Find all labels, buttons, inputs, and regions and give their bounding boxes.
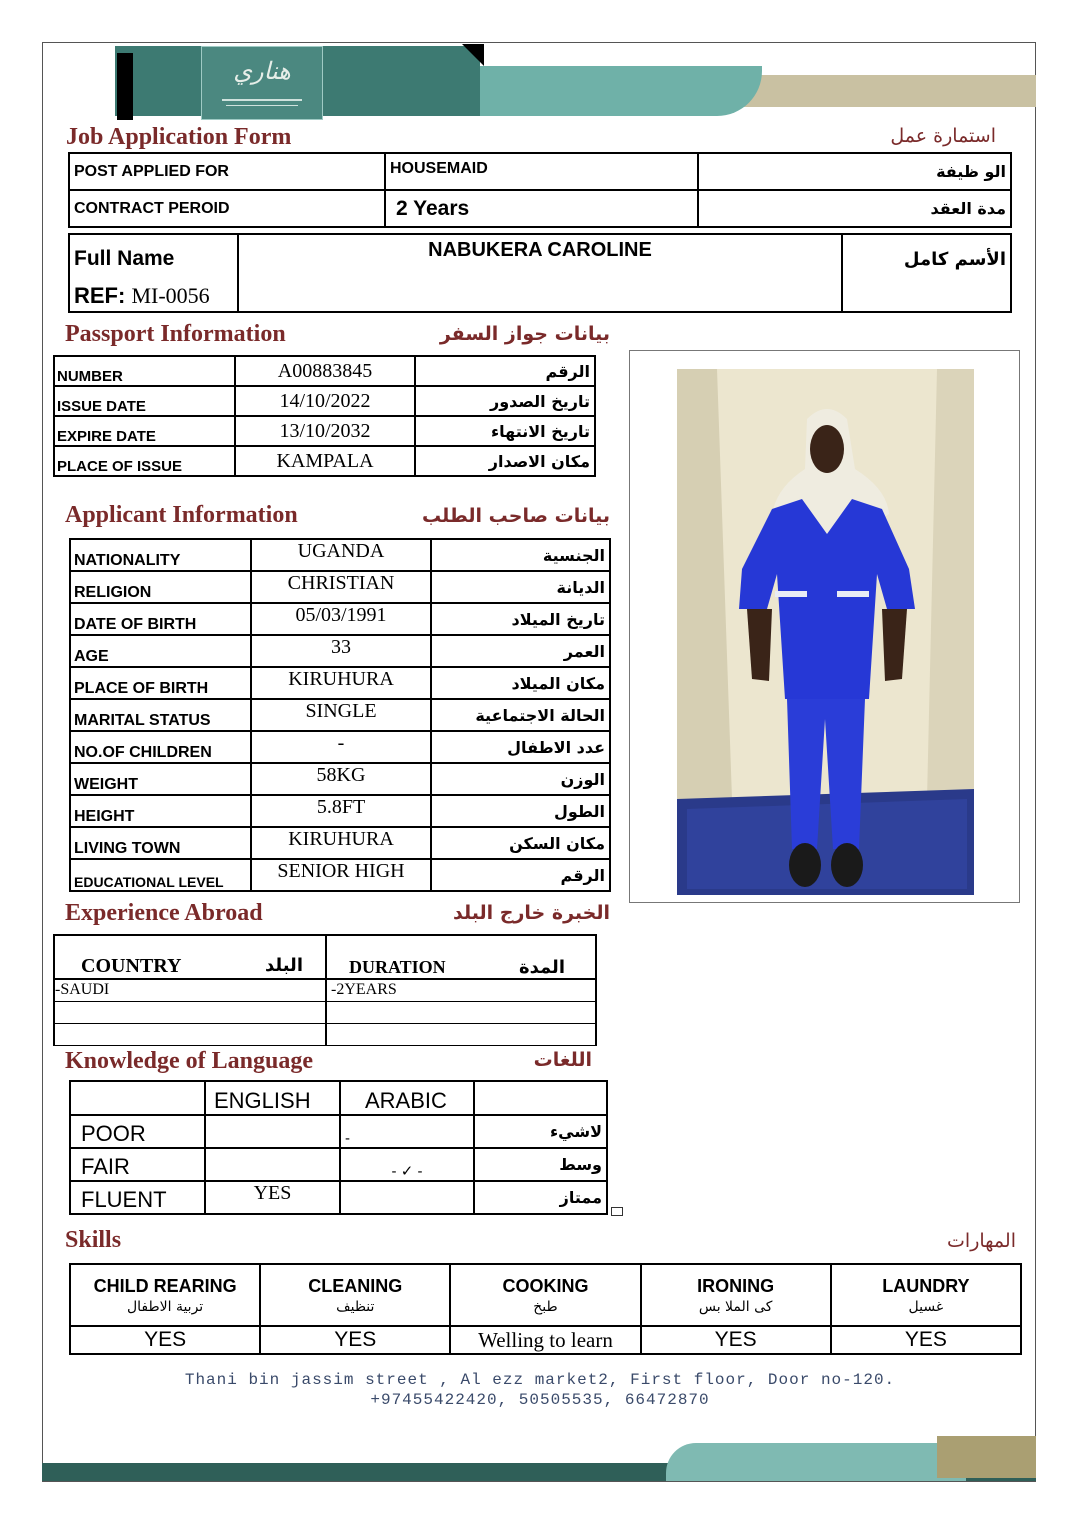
logo-subtext-line	[222, 99, 302, 101]
passport-row-label: EXPIRE DATE	[54, 416, 235, 446]
skill-header	[831, 1264, 1021, 1326]
ref-line	[74, 283, 233, 309]
experience-row	[54, 979, 596, 1001]
language-level-arabic: ممتاز	[474, 1181, 607, 1214]
skill-label: LAUNDRY	[882, 1275, 970, 1296]
header-black-bar	[117, 53, 133, 120]
skills-title-arabic: المهارات	[947, 1230, 1016, 1252]
applicant-row	[70, 571, 610, 603]
skill-label-arabic: غسيل	[908, 1298, 944, 1315]
applicant-row-value: 58KG	[251, 763, 431, 795]
duration-header	[326, 935, 596, 979]
language-level-label: FAIR	[70, 1148, 205, 1181]
experience-title-arabic: الخبرة خارج البلد	[453, 902, 610, 924]
applicant-row-label: LIVING TOWN	[70, 827, 251, 859]
post-label: POST APPLIED FOR	[69, 153, 385, 190]
experience-country	[54, 1023, 326, 1045]
contract-value: 2 Years	[385, 190, 698, 227]
language-corner-cell-right	[474, 1081, 607, 1115]
name-label-cell	[69, 234, 238, 312]
applicant-row-value: SINGLE	[251, 699, 431, 731]
passport-row-label: NUMBER	[54, 356, 235, 386]
post-table	[68, 152, 1012, 228]
ref-value: MI-0056	[131, 283, 210, 308]
language-title-arabic: اللغات	[533, 1049, 592, 1071]
experience-title: Experience Abroad	[65, 900, 263, 926]
applicant-row-label: DATE OF BIRTH	[70, 603, 251, 635]
full-name-label: Full Name	[74, 247, 175, 270]
logo-subtext-line	[226, 105, 298, 106]
applicant-row-arabic: الوزن	[431, 763, 610, 795]
applicant-row-value: KIRUHURA	[251, 667, 431, 699]
language-row	[70, 1181, 607, 1214]
applicant-row-arabic: الحالة الاجتماعية	[431, 699, 610, 731]
applicant-row-value: -	[251, 731, 431, 763]
language-table	[69, 1080, 608, 1215]
passport-row	[54, 386, 595, 416]
language-level-label: FLUENT	[70, 1181, 205, 1214]
duration-label-arabic: المدة	[518, 957, 565, 978]
form-title: Job Application Form	[66, 124, 292, 150]
applicant-row-value: 05/03/1991	[251, 603, 431, 635]
language-english-value: YES	[205, 1181, 340, 1214]
applicant-table	[69, 538, 611, 892]
passport-title: Passport Information	[65, 321, 286, 347]
skill-header	[260, 1264, 450, 1326]
applicant-row-arabic: مكان السكن	[431, 827, 610, 859]
skills-title: Skills	[65, 1227, 122, 1253]
applicant-row-arabic: تاريخ الميلاد	[431, 603, 610, 635]
language-arabic-value: - ✓ -	[340, 1148, 474, 1181]
applicant-row	[70, 763, 610, 795]
language-row	[70, 1148, 607, 1181]
applicant-row-label: AGE	[70, 635, 251, 667]
applicant-row-arabic: الديانة	[431, 571, 610, 603]
experience-country: -SAUDI	[54, 979, 326, 1001]
language-title: Knowledge of Language	[65, 1048, 314, 1074]
form-title-arabic: استمارة عمل	[890, 125, 996, 147]
skill-value: YES	[260, 1326, 450, 1354]
passport-row-arabic: تاريخ الانتهاء	[415, 416, 595, 446]
applicant-row-label: EDUCATIONAL LEVEL	[70, 859, 251, 891]
passport-row-arabic: تاريخ الصدور	[415, 386, 595, 416]
skill-label-arabic: تربية الاطفال	[126, 1298, 204, 1315]
language-row	[70, 1115, 607, 1148]
skill-label: COOKING	[502, 1275, 589, 1296]
applicant-row	[70, 731, 610, 763]
applicant-row	[70, 795, 610, 827]
language-english-value	[205, 1148, 340, 1181]
passport-table	[53, 355, 596, 477]
passport-row-value: A00883845	[235, 356, 415, 386]
applicant-row-arabic: الطول	[431, 795, 610, 827]
applicant-row-label: WEIGHT	[70, 763, 251, 795]
ref-label: REF:	[74, 283, 126, 308]
skill-value: Welling to learn	[450, 1326, 640, 1354]
language-level-arabic: وسط	[474, 1148, 607, 1181]
contract-label-arabic: مدة العقد	[698, 190, 1011, 227]
name-table	[68, 233, 1012, 313]
applicant-row-arabic: مكان الميلاد	[431, 667, 610, 699]
post-label-arabic: الو ظيفة	[698, 153, 1011, 190]
english-header: ENGLISH	[205, 1081, 340, 1115]
experience-duration: -2YEARS	[326, 979, 596, 1001]
applicant-row	[70, 699, 610, 731]
experience-row	[54, 1023, 596, 1045]
applicant-row	[70, 603, 610, 635]
skill-label: CLEANING	[308, 1275, 403, 1296]
skill-label-arabic: تنظيف	[336, 1298, 375, 1315]
language-corner-cell	[70, 1081, 205, 1115]
passport-row-arabic: الرقم	[415, 356, 595, 386]
applicant-row-label: RELIGION	[70, 571, 251, 603]
language-arabic-value: -	[340, 1115, 474, 1148]
applicant-photo-illustration	[677, 369, 974, 895]
passport-row-arabic: مكان الاصدار	[415, 446, 595, 476]
applicant-row	[70, 667, 610, 699]
skill-label-arabic: كى الملا بس	[698, 1298, 773, 1315]
applicant-row-value: SENIOR HIGH	[251, 859, 431, 891]
applicant-row	[70, 635, 610, 667]
passport-title-arabic: بيانات جواز السفر	[439, 323, 610, 345]
applicant-row-label: PLACE OF BIRTH	[70, 667, 251, 699]
arabic-header: ARABIC	[340, 1081, 474, 1115]
applicant-row-value: KIRUHURA	[251, 827, 431, 859]
footer-teal-band	[666, 1443, 966, 1481]
skill-label: CHILD REARING	[93, 1275, 237, 1296]
applicant-row	[70, 859, 610, 891]
applicant-row-value: 33	[251, 635, 431, 667]
passport-row	[54, 416, 595, 446]
header-corner	[462, 44, 484, 66]
applicant-row	[70, 827, 610, 859]
experience-table	[53, 934, 597, 1046]
skill-value: YES	[641, 1326, 831, 1354]
footer-phones: +97455422420, 50505535, 66472870	[370, 1391, 710, 1409]
passport-row-value: 13/10/2032	[235, 416, 415, 446]
applicant-row-arabic: عدد الاطفال	[431, 731, 610, 763]
applicant-row-label: NO.OF CHILDREN	[70, 731, 251, 763]
skill-label: IRONING	[697, 1275, 775, 1296]
footer-tan-band	[937, 1436, 1036, 1478]
applicant-photo	[677, 369, 974, 895]
contract-label: CONTRACT PEROID	[69, 190, 385, 227]
skill-header	[450, 1264, 640, 1326]
applicant-row-label: MARITAL STATUS	[70, 699, 251, 731]
skill-header	[641, 1264, 831, 1326]
language-english-value	[205, 1115, 340, 1148]
applicant-row-arabic: الجنسية	[431, 539, 610, 571]
skill-header	[70, 1264, 260, 1326]
applicant-row-value: UGANDA	[251, 539, 431, 571]
header-tan-band	[730, 75, 1036, 107]
experience-duration	[326, 1001, 596, 1023]
passport-row-value: KAMPALA	[235, 446, 415, 476]
applicant-row	[70, 539, 610, 571]
language-level-label: POOR	[70, 1115, 205, 1148]
applicant-row-value: CHRISTIAN	[251, 571, 431, 603]
skill-label-arabic: طبخ	[533, 1298, 558, 1315]
applicant-title-arabic: بيانات صاحب الطلب	[422, 505, 610, 527]
passport-row-value: 14/10/2022	[235, 386, 415, 416]
language-arabic-value	[340, 1181, 474, 1214]
country-label-arabic: البلد	[264, 955, 303, 976]
experience-country	[54, 1001, 326, 1023]
post-value: HOUSEMAID	[385, 153, 698, 190]
full-name-arabic: الأسم كامل	[842, 234, 1011, 312]
passport-row	[54, 356, 595, 386]
logo-text: هناري	[233, 57, 291, 85]
experience-duration	[326, 1023, 596, 1045]
skill-value: YES	[70, 1326, 260, 1354]
skills-table	[69, 1263, 1022, 1355]
table-handle-icon[interactable]	[611, 1207, 623, 1216]
company-logo	[201, 46, 323, 120]
applicant-row-value: 5.8FT	[251, 795, 431, 827]
experience-row	[54, 1001, 596, 1023]
applicant-row-arabic: العمر	[431, 635, 610, 667]
passport-row-label: ISSUE DATE	[54, 386, 235, 416]
applicant-row-arabic: الرقم	[431, 859, 610, 891]
duration-label: DURATION	[349, 957, 446, 977]
country-header	[54, 935, 326, 979]
country-label: COUNTRY	[81, 955, 182, 977]
language-level-arabic: لاشيء	[474, 1115, 607, 1148]
applicant-row-label: NATIONALITY	[70, 539, 251, 571]
full-name-value: NABUKERA CAROLINE	[238, 234, 842, 312]
passport-row-label: PLACE OF ISSUE	[54, 446, 235, 476]
applicant-row-label: HEIGHT	[70, 795, 251, 827]
passport-row	[54, 446, 595, 476]
skill-value: YES	[831, 1326, 1021, 1354]
applicant-title: Applicant Information	[65, 502, 298, 528]
footer-address: Thani bin jassim street , Al ezz market2, First floor, Door no-120.	[184, 1371, 896, 1389]
